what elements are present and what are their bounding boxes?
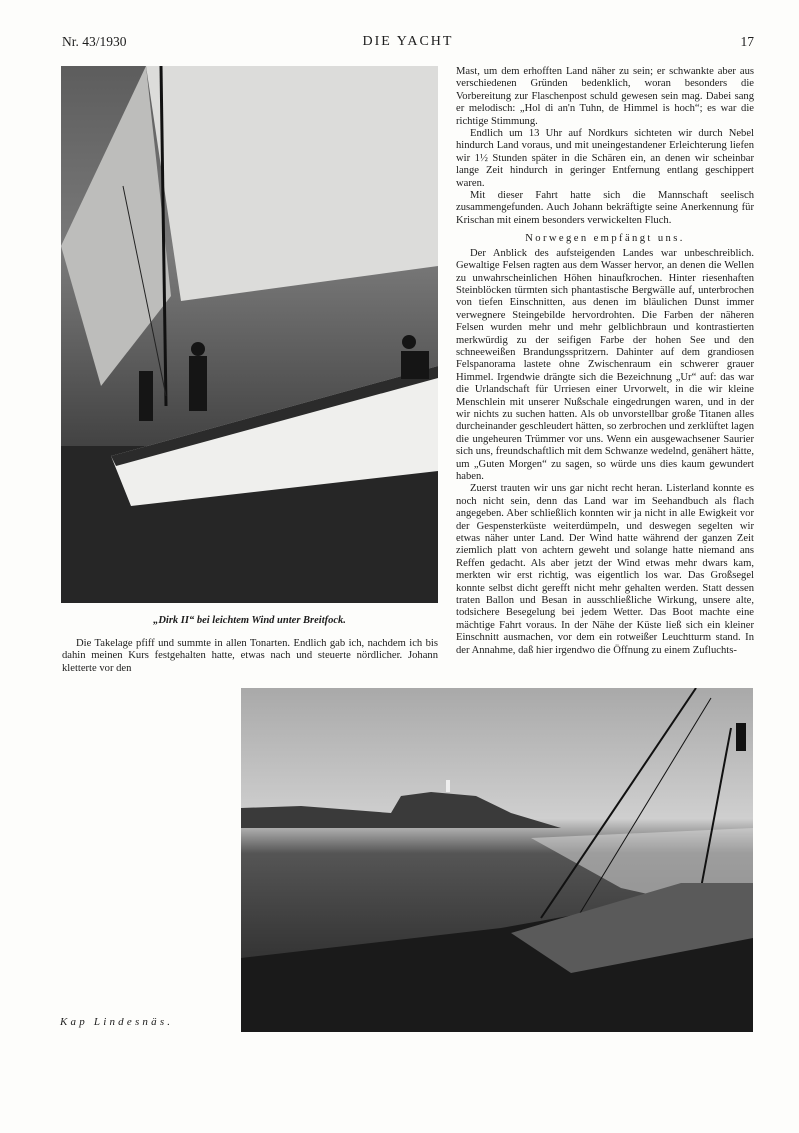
paragraph: Die Takelage pfiff und summte in allen Tonarten. Endlich gab ich, nachdem ich bis dahin meinen Kurs festgehalten hatte, etwas nach und steuerte nördlicher. Johann kletterte vor den [62,638,438,674]
page-header [62,34,754,52]
photo2-caption: Kap Lindesnäs. [60,1016,174,1028]
lighthouse-photo [241,688,753,1032]
yacht-photo [61,66,438,603]
paragraph: Endlich um 13 Uhr auf Nordkurs sichteten wir durch Nebel hindurch Land voraus, und mit uneingestandener Erleichterung liefen wir 1½ Stunden später in die Schären ein, an denen wir scheinbar lange Zeit hindurch in geringer Entfernung entlang geschippert waren. [456,128,754,189]
issue-number: Nr. 43/1930 [62,34,127,49]
paragraph: Mit dieser Fahrt hatte sich die Mannschaft seelisch zusammengefunden. Auch Johann bekräftigte seine Anerkennung für Krischan mit einem besonders verwickelten Fluch. [456,190,754,226]
left-column-text [62,638,438,675]
paragraph: Mast, um dem erhofften Land näher zu sein; er schwankte aber aus verschiedenen Gründen bedenklich, woran besonders die Vorbereitung zur Flaschenpost schuld gewesen sein mag. Dabei sang er melodisch: „Hol di an'n Tuhn, de Himmel is hoch“; es war die richtige Stimmung. [456,66,754,127]
right-column-text [456,66,754,657]
page-number: 17 [740,34,754,49]
photo1-caption: „Dirk II“ bei leichtem Wind unter Breitfock. [153,615,346,626]
paragraph: Zuerst trauten wir uns gar nicht recht heran. Listerland konnte es noch nicht sein, denn das Land war im Seehandbuch als flach angegeben. Aber schließlich konnten wir ja nicht in alle Ewigkeit vor der Gespensterküste weiterdümpeln, und deswegen segelten wir etwas näher unter Land. Der Wind hatte während der ganzen Zeit ziemlich platt von achtern geweht und solange hatte niemand ans Reffen gedacht. Als aber jetzt der Wind etwas mehr dwars kam, merkten wir erst richtig, was eigentlich los war. Das Großsegel konnte selbst dicht gerefft nicht mehr gehalten werden. Statt dessen traten Ballon und Besan in ausschließliche Wirkung, unsere alte, todsichere Besegelung bei jedem Wetter. Das Boot machte eine mächtige Fahrt voraus. In der Nähe der Küste ließ sich ein kleiner Einschnitt ausmachen, vor dem ein rotweißer Leuchtturm stand. In der Annahme, daß hier irgendwo die Öffnung zu einem Zufluchts- [456,483,754,656]
section-subheading: Norwegen empfängt uns. [525,233,685,245]
magazine-title: DIE YACHT [362,34,454,49]
paragraph: Der Anblick des aufsteigenden Landes war unbeschreiblich. Gewaltige Felsen ragten aus dem Wasser hervor, an denen die Wellen zu unwahrscheinlichen Höhen hinaufkrochen. Hinter riesenhaften Steinblöcken türmten sich phantastische Bergwälle auf, unterbrochen von tiefen Einschnitten, aus denen im bläulichen Dunst immer verwegnere Steingebilde hervordrohten. Die Farben der näheren Felsen wurden mehr und mehr gelblichbraun und kontrastierten merkwürdig zu der seifigen Farbe der hohen See und den schneeweißen Brandungsspritzern. Dahinter auf dem grandiosen Felspanorama lastete ohne Zwischenraum ein schwerer grauer Himmel. Irgendwie drängte sich die Bezeichnung „Ur“ auf: das war die Urlandschaft für Urriesen einer Urvorwelt, in die wir kleine Menschlein mit unserer Nußschale eingedrungen waren, und in der wir nichts zu suchen hatten. Als ob unvorstellbar große Titanen alles durcheinander geschleudert hätten, so zerbrochen und zerklüftet lagen die ungeheuren Trümmer vor uns. Wenn ein ausgewachsener Saurier sich uns, freundschaftlich mit dem Schwanze wedelnd, genähert hätte, um „Guten Morgen“ zu sagen, so würde uns dies kaum gewundert haben. [456,247,754,482]
